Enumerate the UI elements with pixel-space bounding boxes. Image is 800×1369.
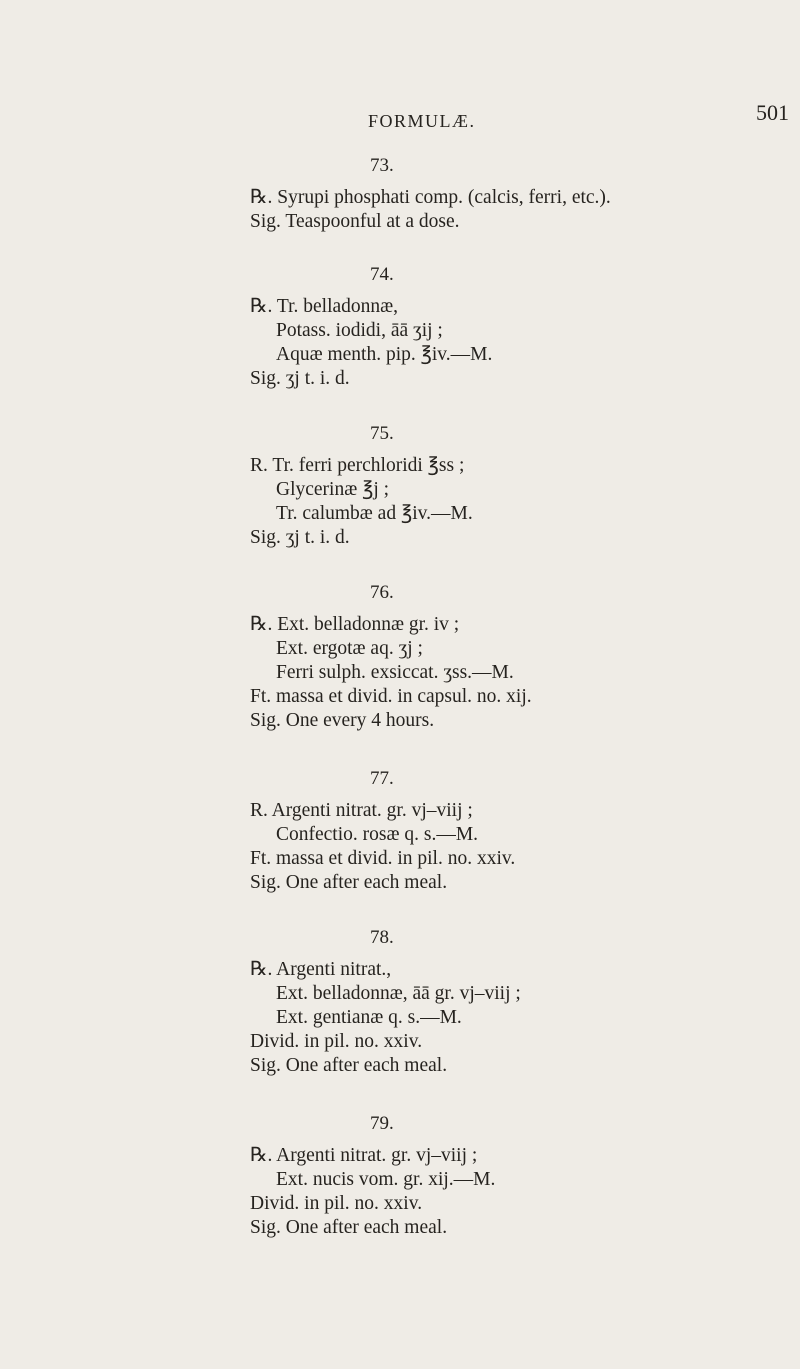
formula-line: Potass. iodidi, āā ʒij ; xyxy=(276,320,443,341)
formula-74 xyxy=(250,263,790,391)
formula-line: Sig. One after each meal. xyxy=(250,872,448,893)
formula-73 xyxy=(250,154,790,234)
formula-number: 75. xyxy=(370,423,394,444)
formula-line: ℞. Argenti nitrat., xyxy=(250,959,392,980)
formula-number: 79. xyxy=(370,1113,394,1134)
formula-line: Sig. Teaspoonful at a dose. xyxy=(250,211,460,232)
formula-line: Divid. in pil. no. xxiv. xyxy=(250,1193,423,1214)
formula-line: ℞. Syrupi phosphati comp. (calcis, ferri, etc.). xyxy=(250,187,611,208)
formula-79 xyxy=(250,1112,790,1240)
formula-number: 77. xyxy=(370,768,394,789)
formula-number: 74. xyxy=(370,264,394,285)
formula-line: Ext. nucis vom. gr. xij.—M. xyxy=(276,1169,496,1190)
formula-line: R. Tr. ferri perchloridi ℥ss ; xyxy=(250,455,465,476)
page-number: 501 xyxy=(756,100,789,125)
formula-line: Ext. ergotæ aq. ʒj ; xyxy=(276,638,423,659)
formula-number: 76. xyxy=(370,582,394,603)
formula-line: Ferri sulph. exsiccat. ʒss.—M. xyxy=(276,662,514,683)
formula-line: Divid. in pil. no. xxiv. xyxy=(250,1031,423,1052)
formula-line: ℞. Tr. belladonnæ, xyxy=(250,296,399,317)
formula-line: Aquæ menth. pip. ℥iv.—M. xyxy=(276,344,493,365)
formula-line: Sig. One after each meal. xyxy=(250,1055,448,1076)
formula-line: R. Argenti nitrat. gr. vj–viij ; xyxy=(250,800,473,821)
formula-line: Ft. massa et divid. in pil. no. xxiv. xyxy=(250,848,516,869)
formula-77 xyxy=(250,767,790,895)
formula-number: 73. xyxy=(370,155,394,176)
formula-line: Sig. ʒj t. i. d. xyxy=(250,527,350,548)
formula-line: Ft. massa et divid. in capsul. no. xij. xyxy=(250,686,532,707)
formula-78 xyxy=(250,926,790,1078)
formula-line: ℞. Ext. belladonnæ gr. iv ; xyxy=(250,614,460,635)
formula-number: 78. xyxy=(370,927,394,948)
formula-line: Sig. One after each meal. xyxy=(250,1217,448,1238)
formula-line: Sig. ʒj t. i. d. xyxy=(250,368,350,389)
formula-76 xyxy=(250,581,790,733)
formula-line: Confectio. rosæ q. s.—M. xyxy=(276,824,479,845)
formula-line: Ext. belladonnæ, āā gr. vj–viij ; xyxy=(276,983,521,1004)
formula-line: ℞. Argenti nitrat. gr. vj–viij ; xyxy=(250,1145,478,1166)
formula-line: Sig. One every 4 hours. xyxy=(250,710,435,731)
formula-line: Tr. calumbæ ad ℥iv.—M. xyxy=(276,503,473,524)
formula-line: Ext. gentianæ q. s.—M. xyxy=(276,1007,462,1028)
formula-75 xyxy=(250,422,790,550)
running-head: FORMULÆ. xyxy=(368,111,476,131)
formula-line: Glycerinæ ℥j ; xyxy=(276,479,390,500)
